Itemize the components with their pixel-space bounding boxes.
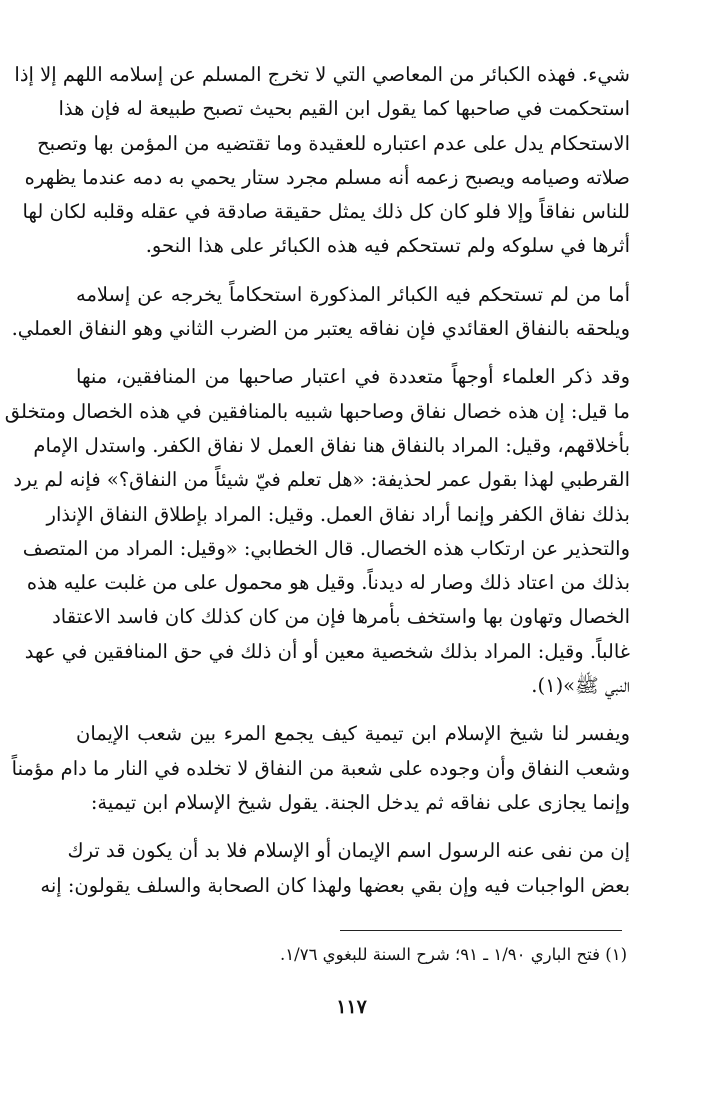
text-line: الاستحكام يدل على عدم اعتباره للعقيدة وما تقتضيه من المؤمن بها وتصبح (37, 131, 630, 155)
text-line: غالباً. وقيل: المراد بذلك شخصية معين أو أن ذلك في حق المنافقين في عهد (24, 639, 630, 663)
text-line: بذلك من اعتاد ذلك وصار له ديدناً. وقيل هو محمول على من غلبت عليه هذه (26, 571, 630, 595)
paragraph-gap (76, 703, 630, 717)
text-line: إن من نفى عنه الرسول اسم الإيمان أو الإسلام فلا بد أن يكون قد ترك (67, 839, 630, 863)
text-line: وشعب النفاق وأن وجوده على شعبة من النفاق لا تخلده في النار ما دام مؤمناً (11, 756, 630, 780)
page-body (4, 58, 630, 903)
paragraph-gap (76, 346, 630, 360)
text-line: والتحذير عن ارتكاب هذه الخصال. قال الخطابي: «وقيل: المراد من المتصف (22, 536, 630, 560)
paragraph-2 (11, 278, 630, 347)
text-line: أثرها في سلوكه ولم تستحكم فيه هذه الكبائر على هذا النحو. (145, 234, 630, 258)
paragraph-5 (40, 834, 630, 903)
text-line: أما من لم تستحكم فيه الكبائر المذكورة استحكاماً يخرجه عن إسلامه (76, 282, 630, 306)
text-line: الخصال وتهاون بها واستخف بأمرها فإن من كان كذلك كان فاسد الاعتقاد (52, 605, 630, 629)
text-line: وقد ذكر العلماء أوجهاً متعددة في اعتبار صاحبها من المنافقين، منها (76, 365, 630, 389)
paragraph-1 (14, 58, 630, 264)
footnote: (١) فتح الباري ١/٩٠ ـ ٩١؛ شرح السنة للبغوي ١/٧٦. (280, 945, 627, 964)
footnote-divider (340, 930, 622, 931)
page-number: ١١٧ (336, 996, 367, 1018)
text-line: النبي ﷺ»(١). (531, 674, 630, 698)
text-line: ويلحقه بالنفاق العقائدي فإن نفاقه يعتبر من الضرب الثاني وهو النفاق العملي. (11, 317, 630, 341)
text-line: بأخلاقهم، وقيل: المراد بالنفاق هنا نفاق العمل لا نفاق الكفر. واستدل الإمام (33, 433, 630, 457)
paragraph-gap (76, 264, 630, 278)
paragraph-4 (11, 717, 630, 820)
paragraph-3 (4, 360, 630, 703)
text-line: القرطبي لهذا بقول عمر لحذيفة: «هل تعلم فيّ شيئاً من النفاق؟» فإنه لم يرد (13, 468, 630, 492)
text-line: شيء. فهذه الكبائر من المعاصي التي لا تخرج المسلم عن إسلامه اللهم إلا إذا (14, 63, 630, 86)
paragraph-gap (76, 820, 630, 834)
text-line: وإنما يجازى على نفاقه ثم يدخل الجنة. يقول شيخ الإسلام ابن تيمية: (90, 790, 630, 814)
text-line: بعض الواجبات فيه وإن بقي بعضها ولهذا كان الصحابة والسلف يقولون: إنه (40, 873, 630, 897)
text-line: بذلك نفاق الكفر وإنما أراد نفاق العمل. وقيل: المراد بإطلاق النفاق الإنذار (46, 502, 630, 526)
text-line: ويفسر لنا شيخ الإسلام ابن تيمية كيف يجمع المرء بين شعب الإيمان (76, 722, 630, 746)
text-line: للناس نفاقاً وإلا فلو كان كل ذلك يمثل حقيقة صادقة في عقله وقلبه لكان لها (22, 200, 630, 224)
text-line: استحكمت في صاحبها كما يقول ابن القيم بحيث تصبح طبيعة له فإن هذا (58, 97, 630, 121)
text-line: صلاته وصيامه ويصبح زعمه أنه مسلم مجرد ستار يحمي به دمه عندما يظهره (24, 165, 630, 189)
text-line: ما قيل: إن هذه خصال نفاق وصاحبها شبيه بالمنافقين في هذه الخصال ومتخلق (4, 399, 630, 423)
